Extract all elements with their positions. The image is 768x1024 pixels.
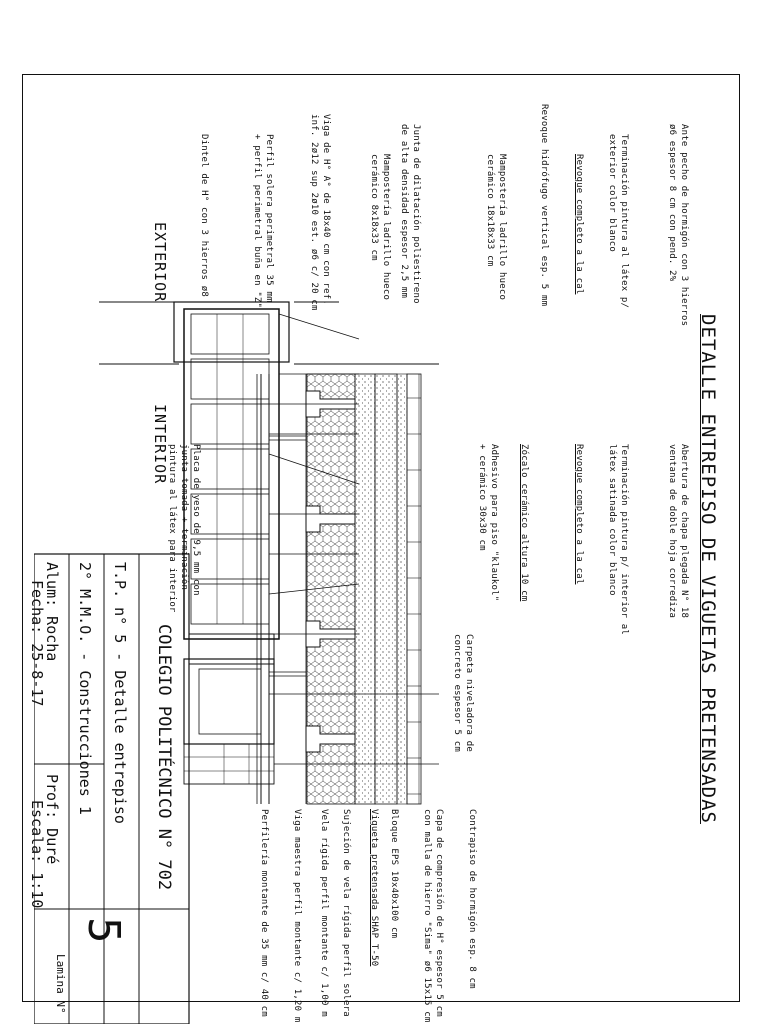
rotated-content [34,74,739,1024]
label-zocalo: Zócalo cerámico altura 10 cm [519,444,529,602]
label-parapet-1: Ante pecho de hormigón con 3 hierros [679,124,689,327]
label-mamp-18-1: Mampostería ladrillo hueco [497,154,507,301]
label-dintel: Dintel de H° con 3 hierros ø8 [199,134,209,297]
tb-work: T.P. n° 5 - Detalle entrepiso [111,562,129,824]
label-ext-paint-1: Terminación pintura al látex p/ [619,134,629,309]
label-compresion-2: con malla de hierro "Sima" ø6 15x15 cm [422,809,432,1023]
tb-course: 2° M.M.O. - Construcciones 1 [76,562,94,815]
tb-sheet-label: Lamina N° [54,954,67,1014]
label-eps: Bloque EPS 10x40x100 cm [389,809,399,939]
label-abertura-2: ventana de doble hoja corrediza [667,444,677,619]
label-hidrofugo: Revoque hidrófugo vertical esp. 5 mm [539,104,549,307]
label-mamp-8-1: Mampostería ladrillo hueco [381,154,391,301]
label-sujecion: Sujeción de vela rígida perfil solera [341,809,351,1017]
label-junta-1: Junta de dilatación poliestireno [411,124,421,304]
label-vela: Vela rígida perfil montante c/ 1,00 m [319,809,329,1017]
tb-bottom-row [30,580,46,990]
label-mamp-18-2: cerámico 18x18x33 cm [485,154,495,267]
label-perfileria: Perfilería montante de 35 mm c/ 40 cm [259,809,269,1017]
label-revoque-ext: Revoque completo a la cal [574,154,584,295]
label-viga-1: Viga de H° A° de 18x40 cm con ref. [321,114,331,306]
slab-layers [306,374,421,804]
label-int-paint-1: Terminación pintura p/ interior al [619,444,629,636]
label-ext-paint-2: exterior color blanco [607,134,617,252]
label-abertura-1: Abertura de chapa plegada N° 18 [679,444,689,619]
tb-sheet-number: 5 [78,917,129,944]
side-exterior: EXTERIOR [151,222,169,303]
tb-date: Fecha: 25-8-17 [28,580,46,707]
tb-scale: Escala: 1:10 [28,800,46,909]
label-carpeta-1: Carpeta niveladora de [464,634,474,752]
label-int-paint-2: látex satinada color blanco [607,444,617,596]
label-parapet-2: ø6 espesor 8 cm con pend. 2% [667,124,677,282]
label-viga-maestra: Viga maestra perfil montante c/ 1,20 m [292,809,302,1023]
label-adhesivo-2: + cerámico 30x30 cm [477,444,487,551]
label-viga-2: inf. 2ø12 sup 2ø10 est. ø6 c/ 20 cm [309,114,319,311]
label-contrapiso: Contrapiso de hormigón esp. 8 cm [467,809,477,989]
label-placa-3: pintura al látex para interior [167,444,177,613]
label-adhesivo-1: Adhesivo para piso "klaukol" [489,444,499,602]
label-solera-1: Perfil solera perimetral 35 mm [264,134,274,303]
label-carpeta-2: concreto espesor 5 cm [452,634,462,752]
ceiling-structure [257,374,306,804]
side-interior: INTERIOR [151,404,169,485]
label-revoque-int: Revoque completo a la cal [574,444,584,585]
label-vigueta: Vigueta pretensada SHAP T-50 [369,809,379,967]
label-placa-1: Placa de yeso de 9,5 mm con [191,444,201,596]
label-compresion-1: Capa de compresión de H° espesor 5 cm [434,809,444,1017]
tb-school: COLEGIO POLITÉCNICO N° 702 [154,624,174,891]
label-placa-2: junta tomada + terminación [179,444,189,591]
label-junta-2: de alta densidad espesor 2,5 mm [399,124,409,299]
tb-teacher: Prof: Duré [43,774,61,865]
label-mamp-8-2: cerámico 8x18x33 cm [369,154,379,261]
label-solera-2: + perfil perimetral buña en "Z" [252,134,262,309]
drawing-title: DETALLE ENTREPISO DE VIGUETAS PRETENSADAS [697,314,719,824]
tb-student: Alum: Rocha [43,562,61,662]
